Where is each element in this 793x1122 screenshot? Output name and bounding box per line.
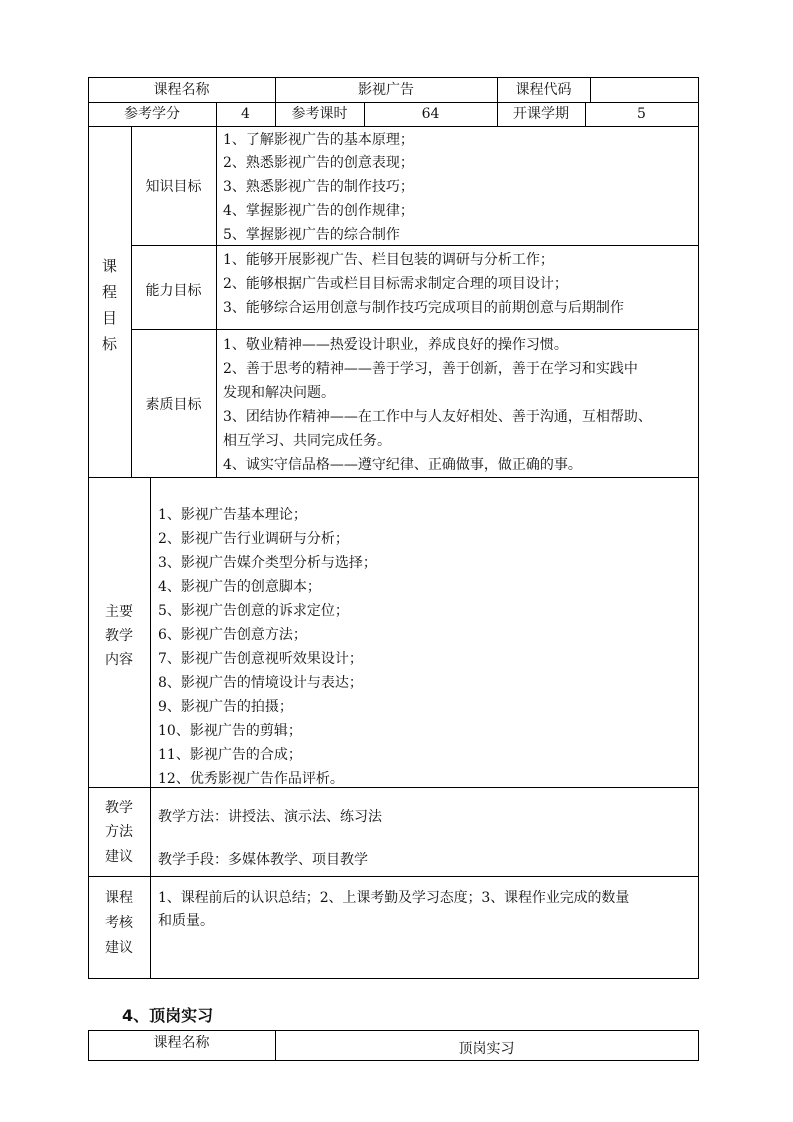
list-item: 12、优秀影视广告作品评析。 — [158, 771, 344, 787]
goals-label-char: 标 — [101, 335, 117, 353]
list-item: 3、能够综合运用创意与制作技巧完成项目的前期创意与后期制作 — [223, 300, 624, 316]
internship-name-value: 顶岗实习 — [458, 1041, 515, 1057]
section-title: 4、顶岗实习 — [122, 1006, 214, 1025]
list-item: 9、影视广告的拍摄； — [158, 699, 293, 715]
teaching-method-text: 教学方法：讲授法、演示法、练习法 — [158, 809, 382, 825]
goals-label-char: 课 — [101, 257, 117, 275]
assessment-label-line: 建议 — [105, 940, 133, 956]
list-item: 2、熟悉影视广告的创意表现； — [223, 155, 414, 171]
list-item: 6、影视广告创意方法； — [158, 627, 307, 643]
table-rule — [88, 102, 699, 103]
list-item: 2、影视广告行业调研与分析； — [158, 531, 349, 547]
goals-label-char: 目 — [101, 309, 117, 327]
table-rule — [150, 477, 151, 979]
header-course-name-value: 影视广告 — [358, 82, 414, 98]
list-item: 2、善于思考的精神——善于学习，善于创新，善于在学习和实践中 — [223, 361, 638, 377]
list-item: 3、熟悉影视广告的制作技巧； — [223, 179, 414, 195]
list-item: 1、了解影视广告的基本原理； — [223, 132, 414, 148]
list-item: 5、掌握影视广告的综合制作 — [223, 227, 400, 243]
table-rule — [590, 77, 591, 102]
list-item: 8、影视广告的情境设计与表达； — [158, 675, 363, 691]
header-credit-value: 4 — [241, 106, 250, 122]
header-credit-label: 参考学分 — [124, 106, 180, 122]
list-item: 7、影视广告创意视听效果设计； — [158, 651, 363, 667]
assessment-label-line: 考核 — [105, 915, 133, 931]
table-rule — [216, 126, 217, 478]
list-item: 3、影视广告媒介类型分析与选择； — [158, 555, 377, 571]
header-course-name-label: 课程名称 — [153, 82, 210, 98]
assessment-label-line: 课程 — [105, 890, 133, 906]
quality-goals-label: 素质目标 — [145, 397, 202, 413]
list-item: 1、能够开展影视广告、栏目包装的调研与分析工作； — [223, 252, 554, 268]
method-label-line: 方法 — [105, 824, 133, 840]
list-item: 11、影视广告的合成； — [158, 747, 302, 763]
header-hours-label: 参考课时 — [291, 106, 348, 122]
header-hours-value: 64 — [421, 106, 440, 122]
list-item: 相互学习、共同完成任务。 — [223, 433, 391, 449]
goals-label-char: 程 — [101, 283, 117, 301]
table-rule — [88, 126, 699, 127]
header-semester-label: 开课学期 — [513, 106, 569, 122]
list-item: 5、影视广告创意的诉求定位； — [158, 603, 349, 619]
internship-name-label: 课程名称 — [153, 1035, 210, 1051]
list-item: 1、敬业精神——热爱设计职业，养成良好的操作习惯。 — [223, 337, 568, 353]
assessment-text-line: 1、课程前后的认识总结；2、上课考勤及学习态度；3、课程作业完成的数量 — [158, 890, 630, 906]
assessment-text-line: 和质量。 — [158, 913, 214, 929]
table-border-right — [698, 1030, 699, 1061]
content-label-line: 内容 — [105, 652, 133, 668]
header-course-code-label: 课程代码 — [515, 82, 572, 98]
list-item: 2、能够根据广告或栏目目标需求制定合理的项目设计； — [223, 276, 568, 292]
table-border-top — [88, 77, 699, 78]
table-border-top — [88, 1030, 699, 1031]
table-rule — [88, 477, 699, 478]
table-border-left — [88, 77, 89, 979]
table-border-bottom — [88, 978, 699, 979]
content-label-line: 教学 — [105, 628, 133, 644]
teaching-means-text: 教学手段：多媒体教学、项目教学 — [158, 852, 368, 868]
header-semester-value: 5 — [637, 106, 646, 122]
list-item: 3、团结协作精神——在工作中与人友好相处、善于沟通，互相帮助、 — [223, 409, 652, 425]
knowledge-goals-label: 知识目标 — [145, 179, 202, 195]
list-item: 4、掌握影视广告的创作规律； — [223, 203, 414, 219]
list-item: 发现和解决问题。 — [223, 385, 335, 401]
method-label-line: 建议 — [105, 849, 133, 865]
table-border-bottom — [88, 1060, 699, 1061]
method-label-line: 教学 — [105, 800, 133, 816]
list-item: 1、影视广告基本理论； — [158, 507, 307, 523]
list-item: 4、诚实守信品格——遵守纪律、正确做事，做正确的事。 — [223, 457, 582, 473]
table-rule — [88, 876, 699, 877]
ability-goals-label: 能力目标 — [145, 283, 202, 299]
list-item: 4、影视广告的创意脚本； — [158, 579, 321, 595]
table-border-right — [698, 77, 699, 979]
list-item: 10、影视广告的剪辑； — [158, 723, 302, 739]
content-label-line: 主要 — [105, 604, 133, 620]
